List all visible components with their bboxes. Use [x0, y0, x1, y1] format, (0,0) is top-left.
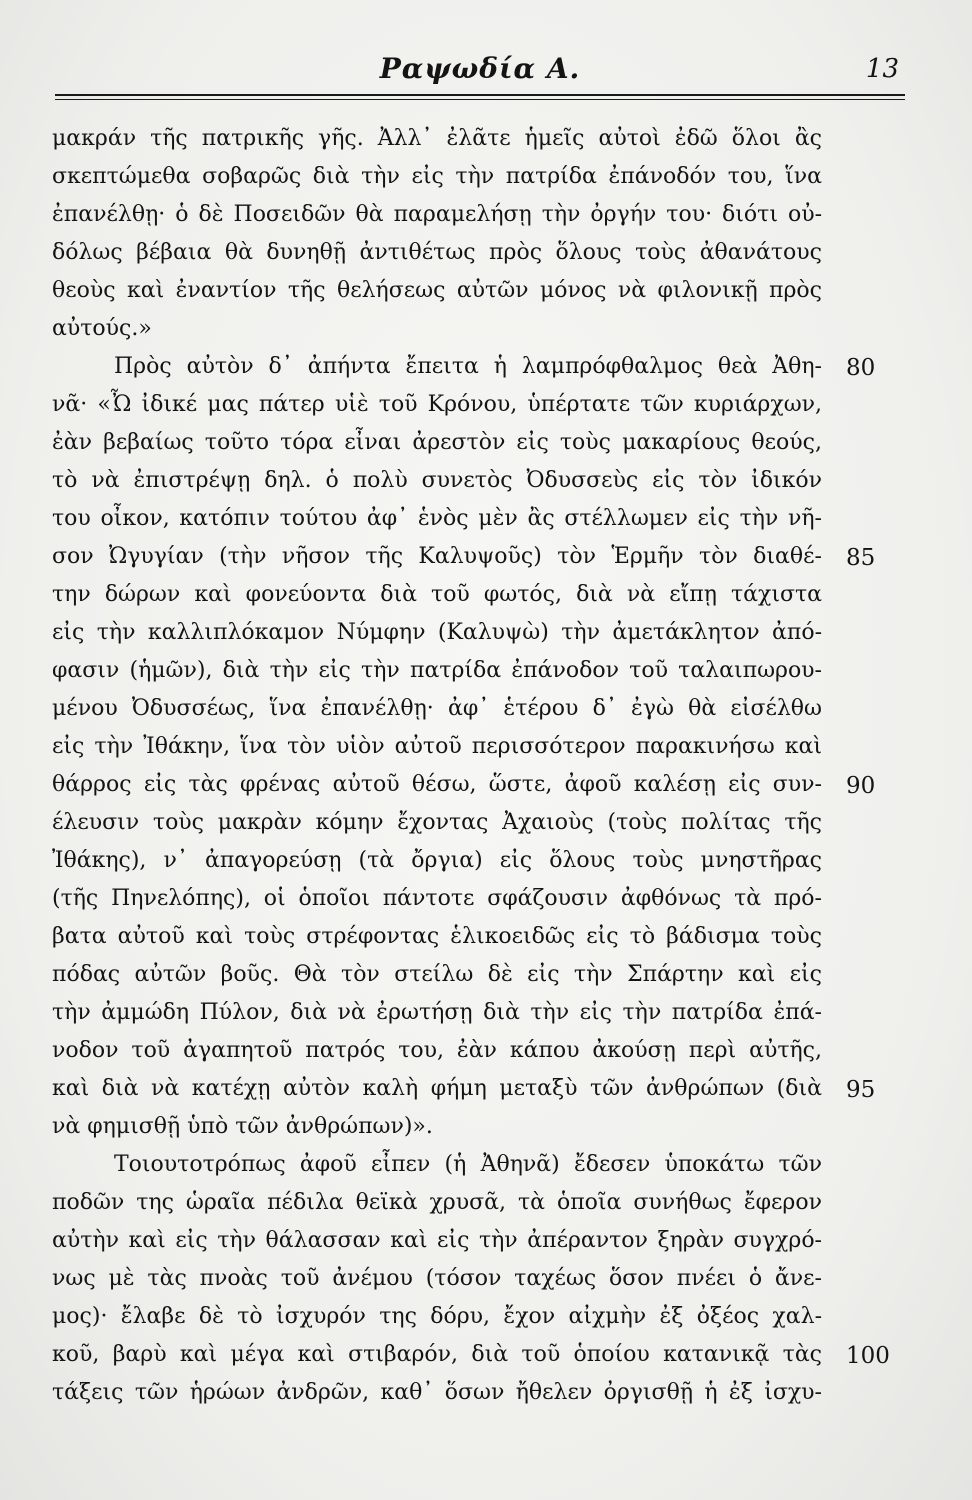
text-line: τὴν ἀμμώδη Πύλον, διὰ νὰ ἐρωτήσῃ διὰ τὴν εἰς τὴν πατρίδα ἐπά-	[52, 1000, 822, 1025]
text-line: νὰ φημισθῇ ὑπὸ τῶν ἀνθρώπων)».	[52, 1114, 433, 1139]
text-line: δόλως βέβαια θὰ δυνηθῇ ἀντιθέτως πρὸς ὅλους τοὺς ἀθανάτους	[52, 240, 822, 265]
text-line: θεοὺς καὶ ἐναντίον τῆς θελήσεως αὐτῶν μόνος νὰ φιλονικῇ πρὸς	[52, 278, 822, 303]
text-line: την δώρων καὶ φονεύοντα διὰ τοῦ φωτός, διὰ νὰ εἴπῃ τάχιστα	[52, 582, 822, 607]
text-line: νοδον τοῦ ἀγαπητοῦ πατρός του, ἐὰν κάπου ἀκούσῃ περὶ αὐτῆς,	[52, 1038, 822, 1063]
verse-line-number: 85	[846, 545, 876, 571]
text-line: έλευσιν τοὺς μακρὰν κόμην ἔχοντας Ἀχαιοὺς (τοὺς πολίτας τῆς	[52, 810, 822, 835]
page-header	[55, 52, 905, 92]
text-line: ἐπανέλθῃ· ὁ δὲ Ποσειδῶν θὰ παραμελήσῃ τὴν ὀργήν του· διότι οὐ-	[52, 202, 822, 227]
text-line: βατα αὐτοῦ καὶ τοὺς στρέφοντας ἑλικοειδῶς εἰς τὸ βάδισμα τοὺς	[52, 924, 822, 949]
header-rule-thin	[55, 99, 905, 100]
verse-line-number: 80	[846, 355, 876, 381]
text-line: του οἶκον, κατόπιν τούτου ἀφ᾽ ἑνὸς μὲν ἂς στέλλωμεν εἰς τὴν νῆ-	[52, 506, 822, 531]
text-line: σον Ὠγυγίαν (τὴν νῆσον τῆς Καλυψοῦς) τὸν Ἑρμῆν τὸν διαθέ-	[52, 544, 822, 569]
text-line: σκεπτώμεθα σοβαρῶς διὰ τὴν εἰς τὴν πατρίδα ἐπάνοδόν του, ἵνα	[52, 164, 822, 189]
page-number: 13	[865, 54, 899, 84]
text-line: πόδας αὐτῶν βοῦς. Θὰ τὸν στείλω δὲ εἰς τὴν Σπάρτην καὶ εἰς	[52, 962, 822, 987]
text-line: ποδῶν της ὡραῖα πέδιλα θεϊκὰ χρυσᾶ, τὰ ὁποῖα συνήθως ἔφερον	[52, 1190, 822, 1215]
text-line: εἰς τὴν Ἰθάκην, ἵνα τὸν υἱὸν αὐτοῦ περισσότερον παρακινήσω καὶ	[52, 734, 822, 759]
verse-line-number: 95	[846, 1077, 876, 1103]
text-line: φασιν (ἡμῶν), διὰ τὴν εἰς τὴν πατρίδα ἐπάνοδον τοῦ ταλαιπωρου-	[52, 658, 822, 683]
header-rule-thick	[55, 94, 905, 96]
text-line: (τῆς Πηνελόπης), οἱ ὁποῖοι πάντοτε σφάζουσιν ἀφθόνως τὰ πρό-	[52, 886, 822, 911]
text-line: τάξεις τῶν ἡρώων ἀνδρῶν, καθ᾽ ὅσων ἤθελεν ὀργισθῇ ἡ ἐξ ἰσχυ-	[52, 1380, 822, 1405]
text-line: αὐτὴν καὶ εἰς τὴν θάλασσαν καὶ εἰς τὴν ἀπέραντον ξηρὰν συγχρό-	[52, 1228, 822, 1253]
text-line: Ἰθάκης), ν᾽ ἀπαγορεύσῃ (τὰ ὄργια) εἰς ὅλους τοὺς μνηστῆρας	[52, 848, 822, 873]
text-line: καὶ διὰ νὰ κατέχῃ αὐτὸν καλὴ φήμη μεταξὺ τῶν ἀνθρώπων (διὰ	[52, 1076, 822, 1101]
verse-line-number: 90	[846, 773, 876, 799]
text-body	[52, 120, 822, 1412]
text-line: μος)· ἔλαβε δὲ τὸ ἰσχυρόν της δόρυ, ἔχον αἰχμὴν ἐξ ὀξέος χαλ-	[52, 1304, 822, 1329]
text-line: Πρὸς αὐτὸν δ᾽ ἀπήντα ἔπειτα ἡ λαμπρόφθαλμος θεὰ Ἀθη-	[114, 354, 822, 379]
text-line: εἰς τὴν καλλιπλόκαμον Νύμφην (Καλυψὼ) τὴν ἀμετάκλητον ἀπό-	[52, 620, 822, 645]
text-line: Τοιουτοτρόπως ἀφοῦ εἶπεν (ἡ Ἀθηνᾶ) ἔδεσεν ὑποκάτω τῶν	[114, 1152, 822, 1177]
text-line: νως μὲ τὰς πνοὰς τοῦ ἀνέμου (τόσον ταχέως ὅσον πνέει ὁ ἄνε-	[52, 1266, 822, 1291]
text-line: μακράν τῆς πατρικῆς γῆς. Ἀλλ᾽ ἐλᾶτε ἡμεῖς αὐτοὶ ἐδῶ ὅλοι ἂς	[52, 126, 822, 151]
text-line: αὐτούς.»	[52, 316, 152, 341]
verse-line-number: 100	[846, 1343, 890, 1369]
running-title: Ραψωδία Α.	[379, 52, 581, 85]
text-line: κοῦ, βαρὺ καὶ μέγα καὶ στιβαρόν, διὰ τοῦ ὁποίου κατανικᾷ τὰς	[52, 1342, 822, 1367]
text-line: νᾶ· «Ὦ ἰδικέ μας πάτερ υἱὲ τοῦ Κρόνου, ὑπέρτατε τῶν κυριάρχων,	[52, 392, 822, 417]
text-line: ἐὰν βεβαίως τοῦτο τόρα εἶναι ἀρεστὸν εἰς τοὺς μακαρίους θεούς,	[52, 430, 822, 455]
text-line: τὸ νὰ ἐπιστρέψῃ δηλ. ὁ πολὺ συνετὸς Ὀδυσσεὺς εἰς τὸν ἰδικόν	[52, 468, 822, 493]
text-line: μένου Ὀδυσσέως, ἵνα ἐπανέλθῃ· ἀφ᾽ ἑτέρου δ᾽ ἐγὼ θὰ εἰσέλθω	[52, 696, 822, 721]
text-line: θάρρος εἰς τὰς φρένας αὐτοῦ θέσω, ὥστε, ἀφοῦ καλέσῃ εἰς συν-	[52, 772, 822, 797]
